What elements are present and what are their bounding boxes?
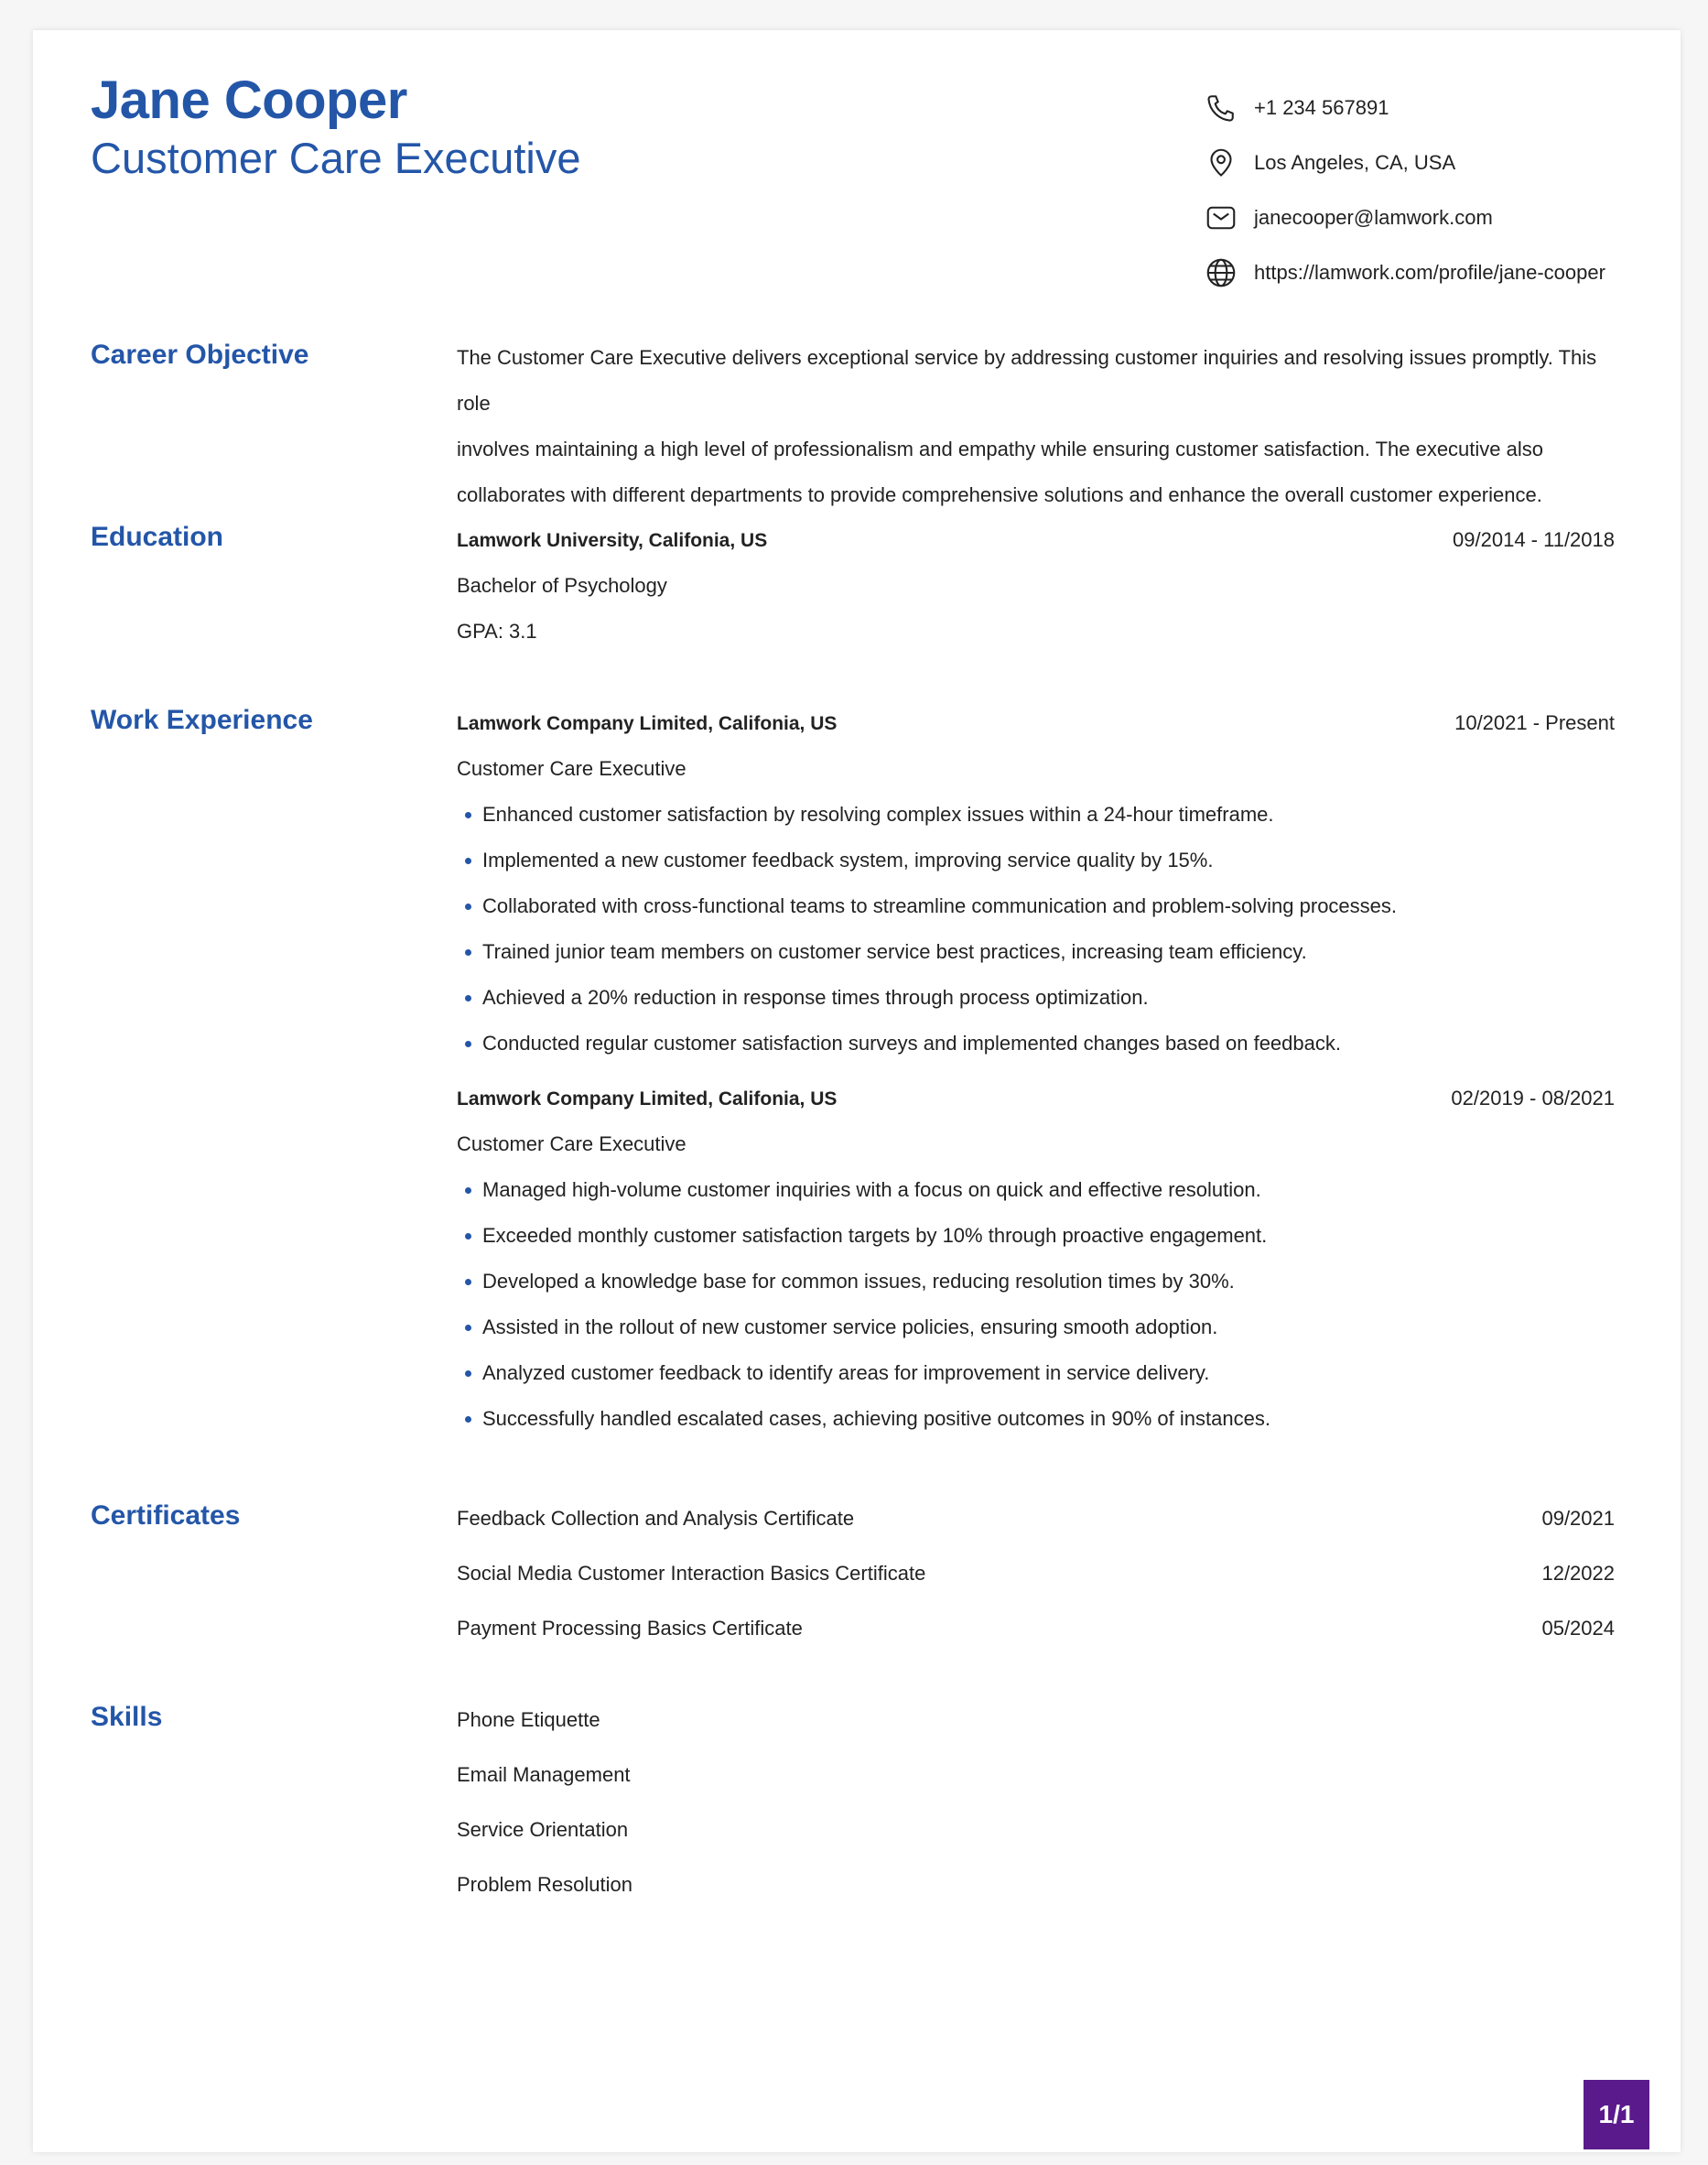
contact-location-text: Los Angeles, CA, USA [1254, 151, 1456, 174]
job-dates: 02/2019 - 08/2021 [1451, 1087, 1615, 1110]
school-name: Lamwork University, Califonia, US [457, 530, 768, 551]
list-item: Analyzed customer feedback to identify areas for improvement in service delivery. [457, 1350, 1615, 1396]
contact-phone [1205, 81, 1671, 135]
section-body [457, 335, 1615, 518]
job-header-row [457, 1076, 1615, 1121]
certificate-name: Social Media Customer Interaction Basics Certificate [457, 1562, 926, 1585]
education-dates: 09/2014 - 11/2018 [1453, 528, 1615, 551]
certificate-name: Feedback Collection and Analysis Certificate [457, 1507, 855, 1530]
job-bullets [457, 792, 1615, 1066]
list-item: Exceeded monthly customer satisfaction targets by 10% through proactive engagement. [457, 1213, 1615, 1259]
objective-line: involves maintaining a high level of professionalism and empathy while ensuring customer satisfaction. The executive also [457, 438, 1544, 460]
company-name: Lamwork Company Limited, Califonia, US [457, 713, 838, 734]
job-role: Customer Care Executive [457, 757, 686, 780]
company-name: Lamwork Company Limited, Califonia, US [457, 1088, 838, 1110]
job-role: Customer Care Executive [457, 1132, 686, 1155]
certificate-row [457, 1496, 1615, 1551]
globe-icon [1205, 256, 1238, 289]
section-body [457, 1697, 1615, 1917]
certificate-date: 12/2022 [1541, 1562, 1615, 1585]
resume-page [33, 30, 1681, 2152]
certificate-date: 09/2021 [1541, 1507, 1615, 1530]
education-header-row [457, 517, 1615, 563]
section-heading: Career Objective [91, 340, 309, 370]
job-dates: 10/2021 - Present [1454, 711, 1615, 734]
section-heading: Education [91, 522, 224, 552]
list-item: Developed a knowledge base for common issues, reducing resolution times by 30%. [457, 1259, 1615, 1304]
list-item: Assisted in the rollout of new customer service policies, ensuring smooth adoption. [457, 1304, 1615, 1350]
job-entry [457, 700, 1615, 1066]
certificate-row [457, 1551, 1615, 1606]
contact-location [1205, 135, 1671, 190]
contact-email [1205, 190, 1671, 245]
objective-line: collaborates with different departments to provide comprehensive solutions and enhance the overall customer experience. [457, 483, 1542, 506]
skill-item: Email Management [457, 1763, 631, 1786]
mail-icon [1205, 201, 1238, 234]
skill-item: Phone Etiquette [457, 1708, 600, 1731]
list-item: Implemented a new customer feedback system, improving service quality by 15%. [457, 838, 1615, 883]
location-pin-icon [1205, 146, 1238, 179]
certificate-name: Payment Processing Basics Certificate [457, 1617, 803, 1640]
section-heading: Certificates [91, 1500, 241, 1531]
degree: Bachelor of Psychology [457, 574, 667, 597]
certificate-row [457, 1606, 1615, 1661]
contact-phone-text: +1 234 567891 [1254, 96, 1389, 119]
gpa: GPA: 3.1 [457, 620, 537, 643]
candidate-title: Customer Care Executive [91, 133, 581, 182]
list-item: Trained junior team members on customer service best practices, increasing team efficiency. [457, 929, 1615, 975]
section-body [457, 517, 1615, 655]
page-indicator[interactable]: 1/1 [1584, 2080, 1649, 2149]
job-header-row [457, 700, 1615, 746]
section-body [457, 1496, 1615, 1661]
contact-website [1205, 245, 1671, 300]
list-item: Conducted regular customer satisfaction surveys and implemented changes based on feedback. [457, 1021, 1615, 1066]
list-item: Achieved a 20% reduction in response times through process optimization. [457, 975, 1615, 1021]
skill-item: Problem Resolution [457, 1873, 632, 1896]
resume-header [91, 70, 581, 182]
list-item: Enhanced customer satisfaction by resolving complex issues within a 24-hour timeframe. [457, 792, 1615, 838]
section-body [457, 700, 1615, 1442]
job-entry [457, 1076, 1615, 1442]
contact-list [1205, 81, 1671, 300]
list-item: Collaborated with cross-functional teams to streamline communication and problem-solving processes. [457, 883, 1615, 929]
list-item: Managed high-volume customer inquiries with a focus on quick and effective resolution. [457, 1167, 1615, 1213]
candidate-name: Jane Cooper [91, 70, 407, 130]
certificate-date: 05/2024 [1541, 1617, 1615, 1640]
contact-email-text: janecooper@lamwork.com [1254, 206, 1493, 229]
contact-website-text: https://lamwork.com/profile/jane-cooper [1254, 261, 1605, 284]
objective-line: The Customer Care Executive delivers exceptional service by addressing customer inquiries and resolving issues promptly. This role [457, 346, 1597, 415]
job-bullets [457, 1167, 1615, 1442]
skill-item: Service Orientation [457, 1818, 629, 1841]
section-heading: Skills [91, 1702, 163, 1732]
section-heading: Work Experience [91, 705, 313, 735]
list-item: Successfully handled escalated cases, achieving positive outcomes in 90% of instances. [457, 1396, 1615, 1442]
phone-icon [1205, 92, 1238, 124]
